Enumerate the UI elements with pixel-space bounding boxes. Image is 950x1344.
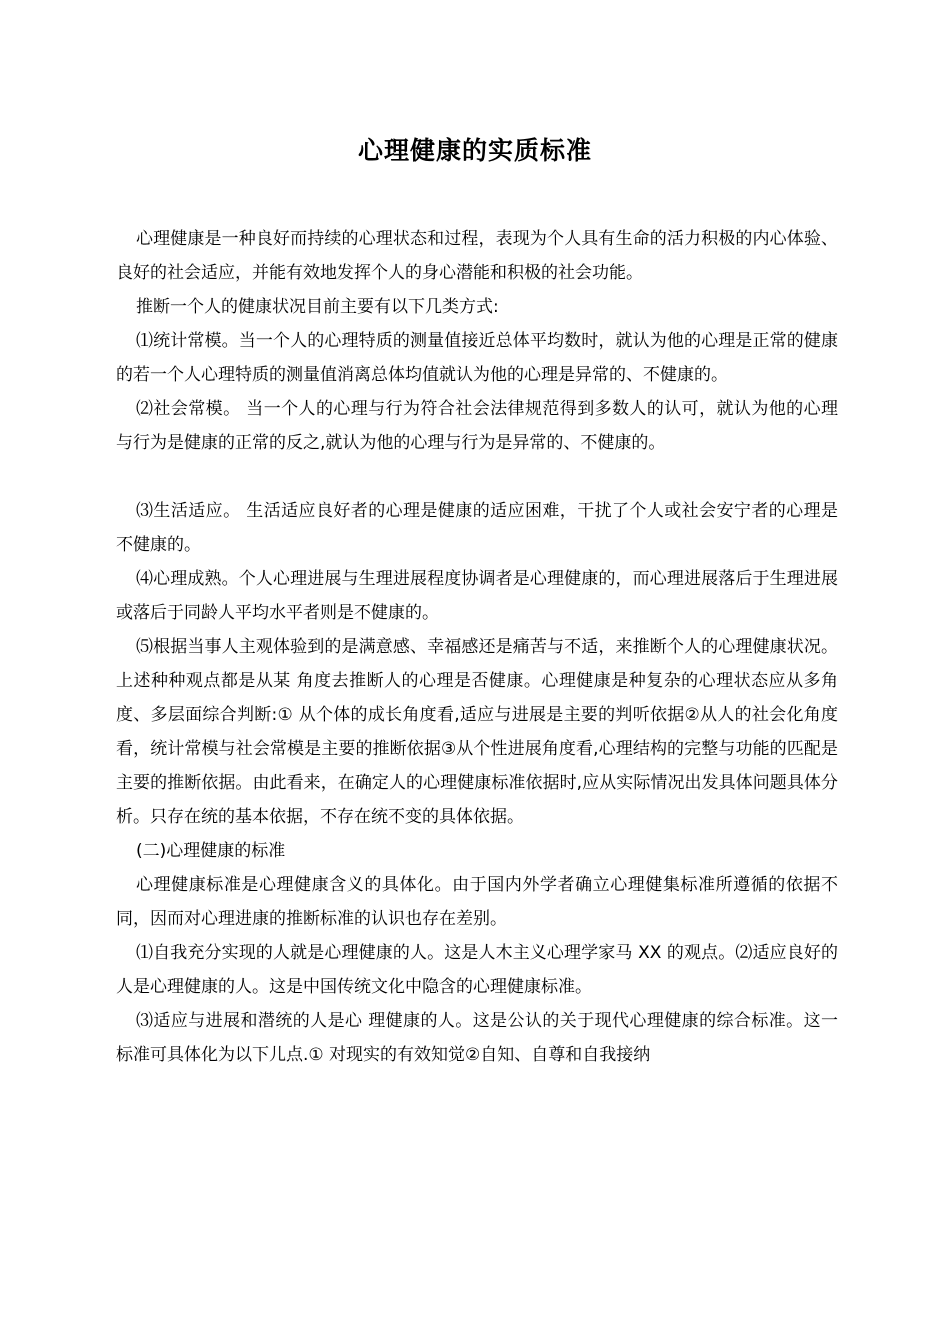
- section-heading-standards: (二)心理健康的标准: [136, 841, 286, 861]
- paragraph-standards-intro: 心理健康标准是心理健康含义的具体化。由于国内外学者确立心理健集标准所遵循的依据不同，因而对心理进康的推断标准的认识也存在差别。: [116, 875, 838, 929]
- paragraph-methods-intro: 推断一个人的健康状况目前主要有以下几类方式:: [136, 297, 499, 317]
- paragraph-subjective-experience: ⑸根据当事人主观体验到的是满意感、幸福感还是痛苦与不适，来推断个人的心理健康状况。上述种种观点都是从某 角度去推断人的心理是否健康。心理健康是种复杂的心理状态应从多角度、多层面综合判断:① 从个体的成长角度看,适应与进展是主要的判听依据②从人的社会化角度看，统计常模与社会常模是主要的推断依据③从个性进展角度看,心理结构的完整与功能的匹配是主要的推断依据。由此看来，在确定人的心理健康标准依据时,应从实际情况出发具体问题具体分析。只存在统的基本依据，不存在统不变的具体依据。: [116, 637, 838, 827]
- paragraph-spacer: [116, 460, 838, 494]
- paragraph-psychological-maturity: ⑷心理成熟。个人心理进展与生理进展程度协调者是心理健康的，而心理进展落后于生理进展或落后于同龄人平均水平者则是不健康的。: [116, 569, 838, 623]
- paragraph-standard-1-2: ⑴自我充分实现的人就是心理健康的人。这是人木主义心理学家马 XX 的观点。⑵适应良好的人是心理健康的人。这是中国传统文化中隐含的心理健康标准。: [116, 943, 838, 997]
- paragraph-standard-3: ⑶适应与进展和潜统的人是心 理健康的人。这是公认的关于现代心理健康的综合标准。这一标准可具体化为以下儿点.① 对现实的有效知觉②自知、自尊和自我接纳: [116, 1011, 838, 1065]
- paragraph-life-adaptation: ⑶生活适应。 生活适应良好者的心理是健康的适应困难，干扰了个人或社会安宁者的心理是不健康的。: [116, 501, 838, 555]
- paragraph-social-norm: ⑵社会常模。 当一个人的心理与行为符合社会法律规范得到多数人的认可，就认为他的心理与行为是健康的正常的反之,就认为他的心理与行为是异常的、不健康的。: [116, 399, 838, 453]
- paragraph-definition: 心理健康是一种良好而持续的心理状态和过程，表现为个人具有生命的活力积极的内心体验、良好的社会适应，并能有效地发挥个人的身心潜能和积极的社会功能。: [116, 229, 838, 283]
- paragraph-statistical-norm: ⑴统计常模。当一个人的心理特质的测量值接近总体平均数时，就认为他的心理是正常的健康的若一个人心理特质的测量值消离总体均值就认为他的心理是异常的、不健康的。: [116, 331, 838, 385]
- document-title: 心理健康的实质标准: [357, 136, 592, 165]
- document-body: [116, 222, 838, 1072]
